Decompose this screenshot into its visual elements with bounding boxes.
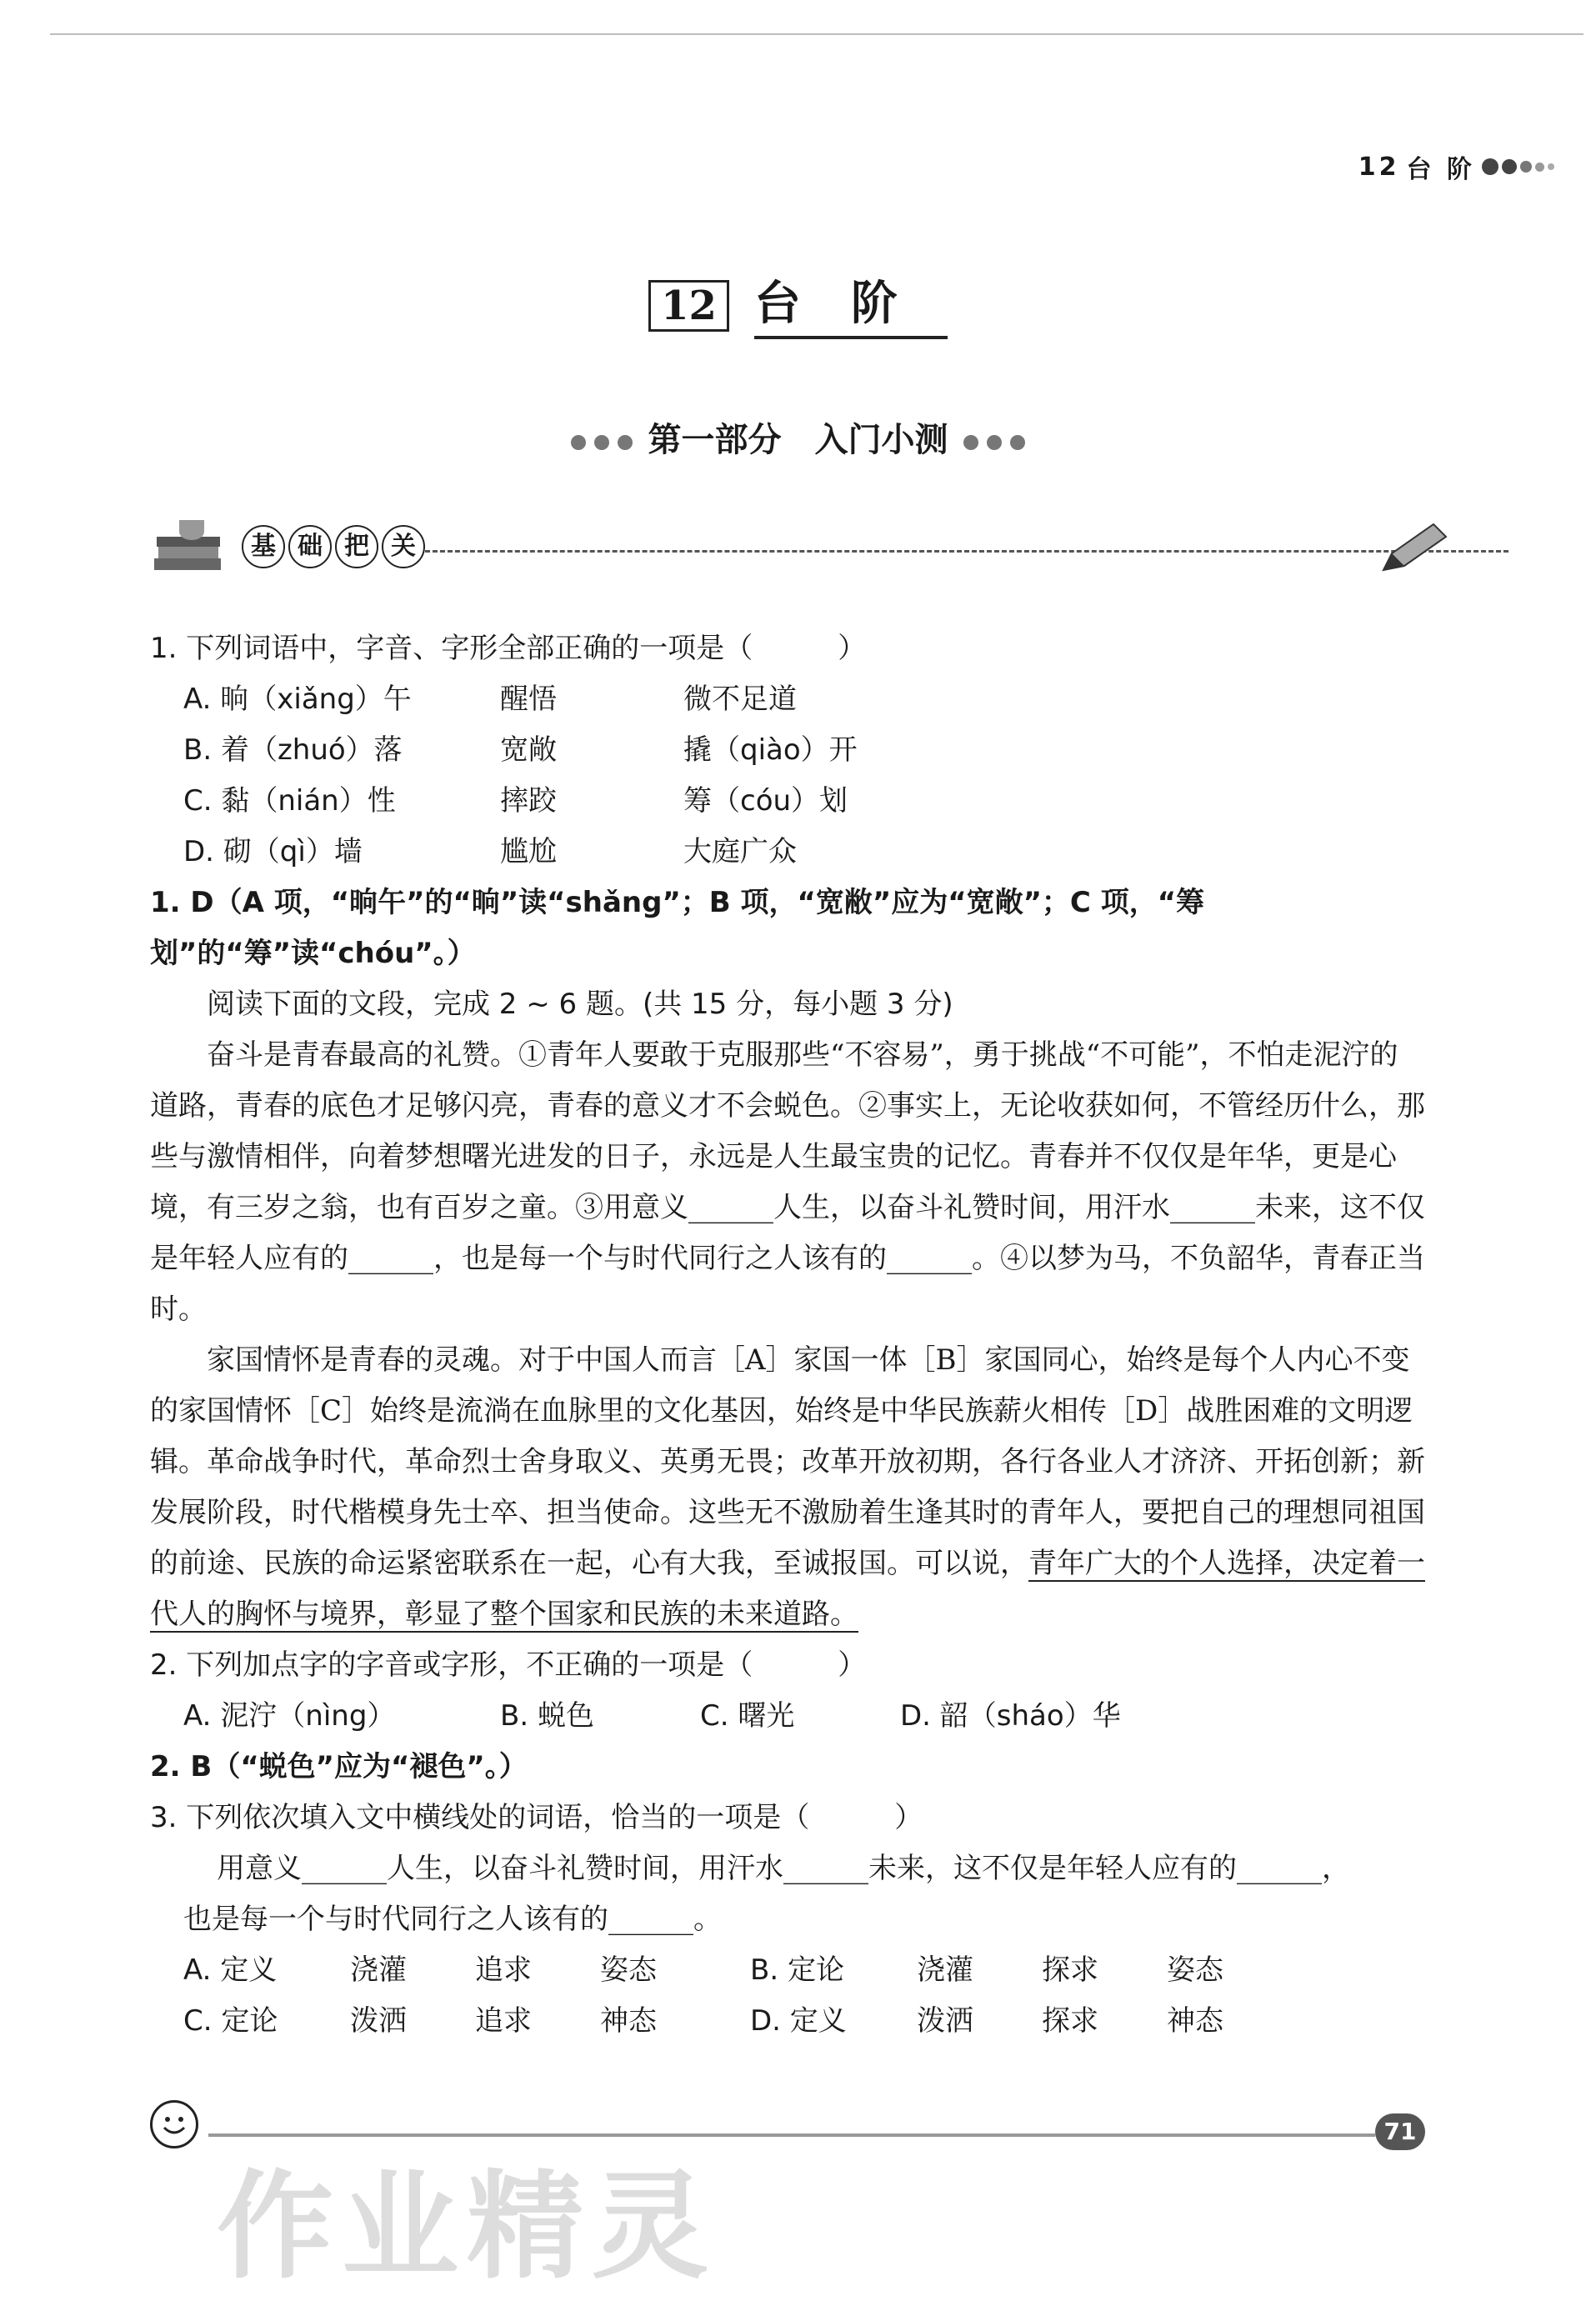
q3-option-cell: 姿态: [600, 1953, 657, 1987]
q1-option-c2: 摔跤: [500, 784, 557, 818]
q3-option-cell: 探求: [1042, 1953, 1098, 1987]
q3-option-cell: C. 定论: [183, 2004, 278, 2038]
passage-paragraph-2: [150, 1335, 1425, 1640]
q1-option-b1: B. 着（zhuó）落: [183, 733, 403, 767]
q3-option-row: [150, 1945, 1425, 1996]
q3-sentence-line-2: 也是每一个与时代同行之人该有的______。: [183, 1903, 722, 1936]
page-number: 71: [1375, 2113, 1425, 2150]
q3-option-cell: 泼洒: [350, 2004, 407, 2038]
q1-option-a1: A. 晌（xiǎng）午: [183, 683, 412, 716]
q3-option-row: [150, 1996, 1425, 2047]
q3-sentence-line-1: 用意义______人生，以奋斗礼赞时间，用汗水______未来，这不仅是年轻人应有的______，: [217, 1852, 1350, 1885]
smiley-icon: [150, 2100, 198, 2148]
q3-option-cell: 神态: [600, 2004, 657, 2038]
watermark: 作业精灵: [217, 2159, 718, 2295]
q1-option-c3: 筹（cóu）划: [683, 784, 848, 818]
decorative-dots-icon: [1482, 158, 1554, 175]
q1-option-row: [150, 776, 1425, 827]
page-title: [0, 267, 1596, 333]
part-title-text: 第一部分 入门小测: [648, 420, 948, 459]
q1-option-b3: 撬（qiào）开: [683, 733, 858, 767]
books-teacup-icon: [150, 517, 233, 583]
q3-option-cell: 追求: [475, 2004, 532, 2038]
q1-option-d3: 大庭广众: [683, 835, 797, 868]
q3-option-cell: 探求: [1042, 2004, 1098, 2038]
dashed-line: [425, 550, 1508, 553]
badge-char: 基: [242, 525, 285, 568]
q1-option-row: [150, 674, 1425, 725]
section-badge: [242, 525, 425, 568]
q2-option-c: C. 曙光: [700, 1699, 795, 1733]
underlined-sentence: 青年广大的个人选择，决定着一代人的胸怀与境界，彰显了整个国家和民族的未来道路。: [150, 1547, 1425, 1631]
q2-option-b: B. 蜕色: [500, 1699, 594, 1733]
q2-answer: 2. B（“蜕色”应为“褪色”。）: [150, 1750, 528, 1783]
q3-stem: 3. 下列依次填入文中横线处的词语，恰当的一项是（ ）: [150, 1801, 923, 1834]
q1-stem: 1. 下列词语中，字音、字形全部正确的一项是（ ）: [150, 632, 867, 665]
q3-option-cell: D. 定义: [750, 2004, 847, 2038]
q3-option-cell: B. 定论: [750, 1953, 844, 1987]
passage-paragraph-1: 奋斗是青春最高的礼赞。①青年人要敢于克服那些“不容易”，勇于挑战“不可能”，不怕走泥泞的道路，青春的底色才足够闪亮，青春的意义才不会蜕色。②事实上，无论收获如何，不管经历什么，那些与激情相伴，向着梦想曙光进发的日子，永远是人生最宝贵的记忆。青春并不仅仅是年华，更是心境，有三岁之翁，也有百岁之童。③用意义______人生，以奋斗礼赞时间，用汗水______未来，这不仅是年轻人应有的______，也是每一个与时代同行之人该有的______。④以梦为马，不负韶华，青春正当时。: [150, 1038, 1425, 1326]
q3-option-cell: 姿态: [1167, 1953, 1223, 1987]
reading-intro: 阅读下面的文段，完成 2 ~ 6 题。(共 15 分，每小题 3 分): [207, 988, 953, 1021]
section-banner: [150, 517, 1450, 583]
badge-char: 础: [288, 525, 332, 568]
q1-option-a2: 醒悟: [500, 683, 557, 716]
q3-option-cell: 追求: [475, 1953, 532, 1987]
q2-option-a: A. 泥泞（nìng）: [183, 1699, 396, 1733]
pencil-icon: [1375, 520, 1450, 578]
running-head: [1358, 148, 1554, 185]
part-title: [0, 413, 1596, 461]
running-head-title: 台 阶: [1406, 155, 1475, 184]
q1-option-a3: 微不足道: [683, 683, 797, 716]
passage-paragraph-2-text: 家国情怀是青春的灵魂。对于中国人而言［A］家国一体［B］家国同心，始终是每个人内心不变的家国情怀［C］始终是流淌在血脉里的文化基因，始终是中华民族薪火相传［D］战胜困难的文明逻辑。革命战争时代，革命烈士舍身取义、英勇无畏；改革开放初期，各行各业人才济济、开拓创新；新发展阶段，时代楷模身先士卒、担当使命。这些无不激励着生逢其时的青年人，要把自己的理想同祖国的前途、民族的命运紧密联系在一起，心有大我，至诚报国。可以说，: [150, 1343, 1425, 1580]
q2-stem: 2. 下列加点字的字音或字形，不正确的一项是（ ）: [150, 1648, 867, 1682]
q1-option-row: [150, 827, 1425, 878]
q3-option-cell: 浇灌: [917, 1953, 973, 1987]
q1-option-c1: C. 黏（nián）性: [183, 784, 396, 818]
q2-options: [150, 1691, 1425, 1742]
top-rule: [50, 33, 1583, 35]
q3-option-cell: A. 定义: [183, 1953, 278, 1987]
main-content: [150, 623, 1425, 2047]
q3-option-cell: 神态: [1167, 2004, 1223, 2038]
title-text: 台阶: [754, 276, 948, 339]
badge-char: 把: [335, 525, 378, 568]
q1-option-d2: 尴尬: [500, 835, 557, 868]
q1-option-row: [150, 725, 1425, 776]
q3-option-cell: 泼洒: [917, 2004, 973, 2038]
q2-option-d: D. 韶（sháo）华: [900, 1699, 1121, 1733]
q3-option-cell: 浇灌: [350, 1953, 407, 1987]
q1-answer: 1. D（A 项，“晌午”的“晌”读“shǎng”；B 项，“宽敝”应为“宽敞”；C 项，“筹划”的“筹”读“chóu”。）: [150, 886, 1205, 970]
q1-option-b2: 宽敞: [500, 733, 557, 767]
title-number: 12: [648, 280, 729, 332]
running-head-chapter: 12: [1358, 152, 1400, 182]
q1-option-d1: D. 砌（qì）墙: [183, 835, 363, 868]
badge-char: 关: [382, 525, 425, 568]
